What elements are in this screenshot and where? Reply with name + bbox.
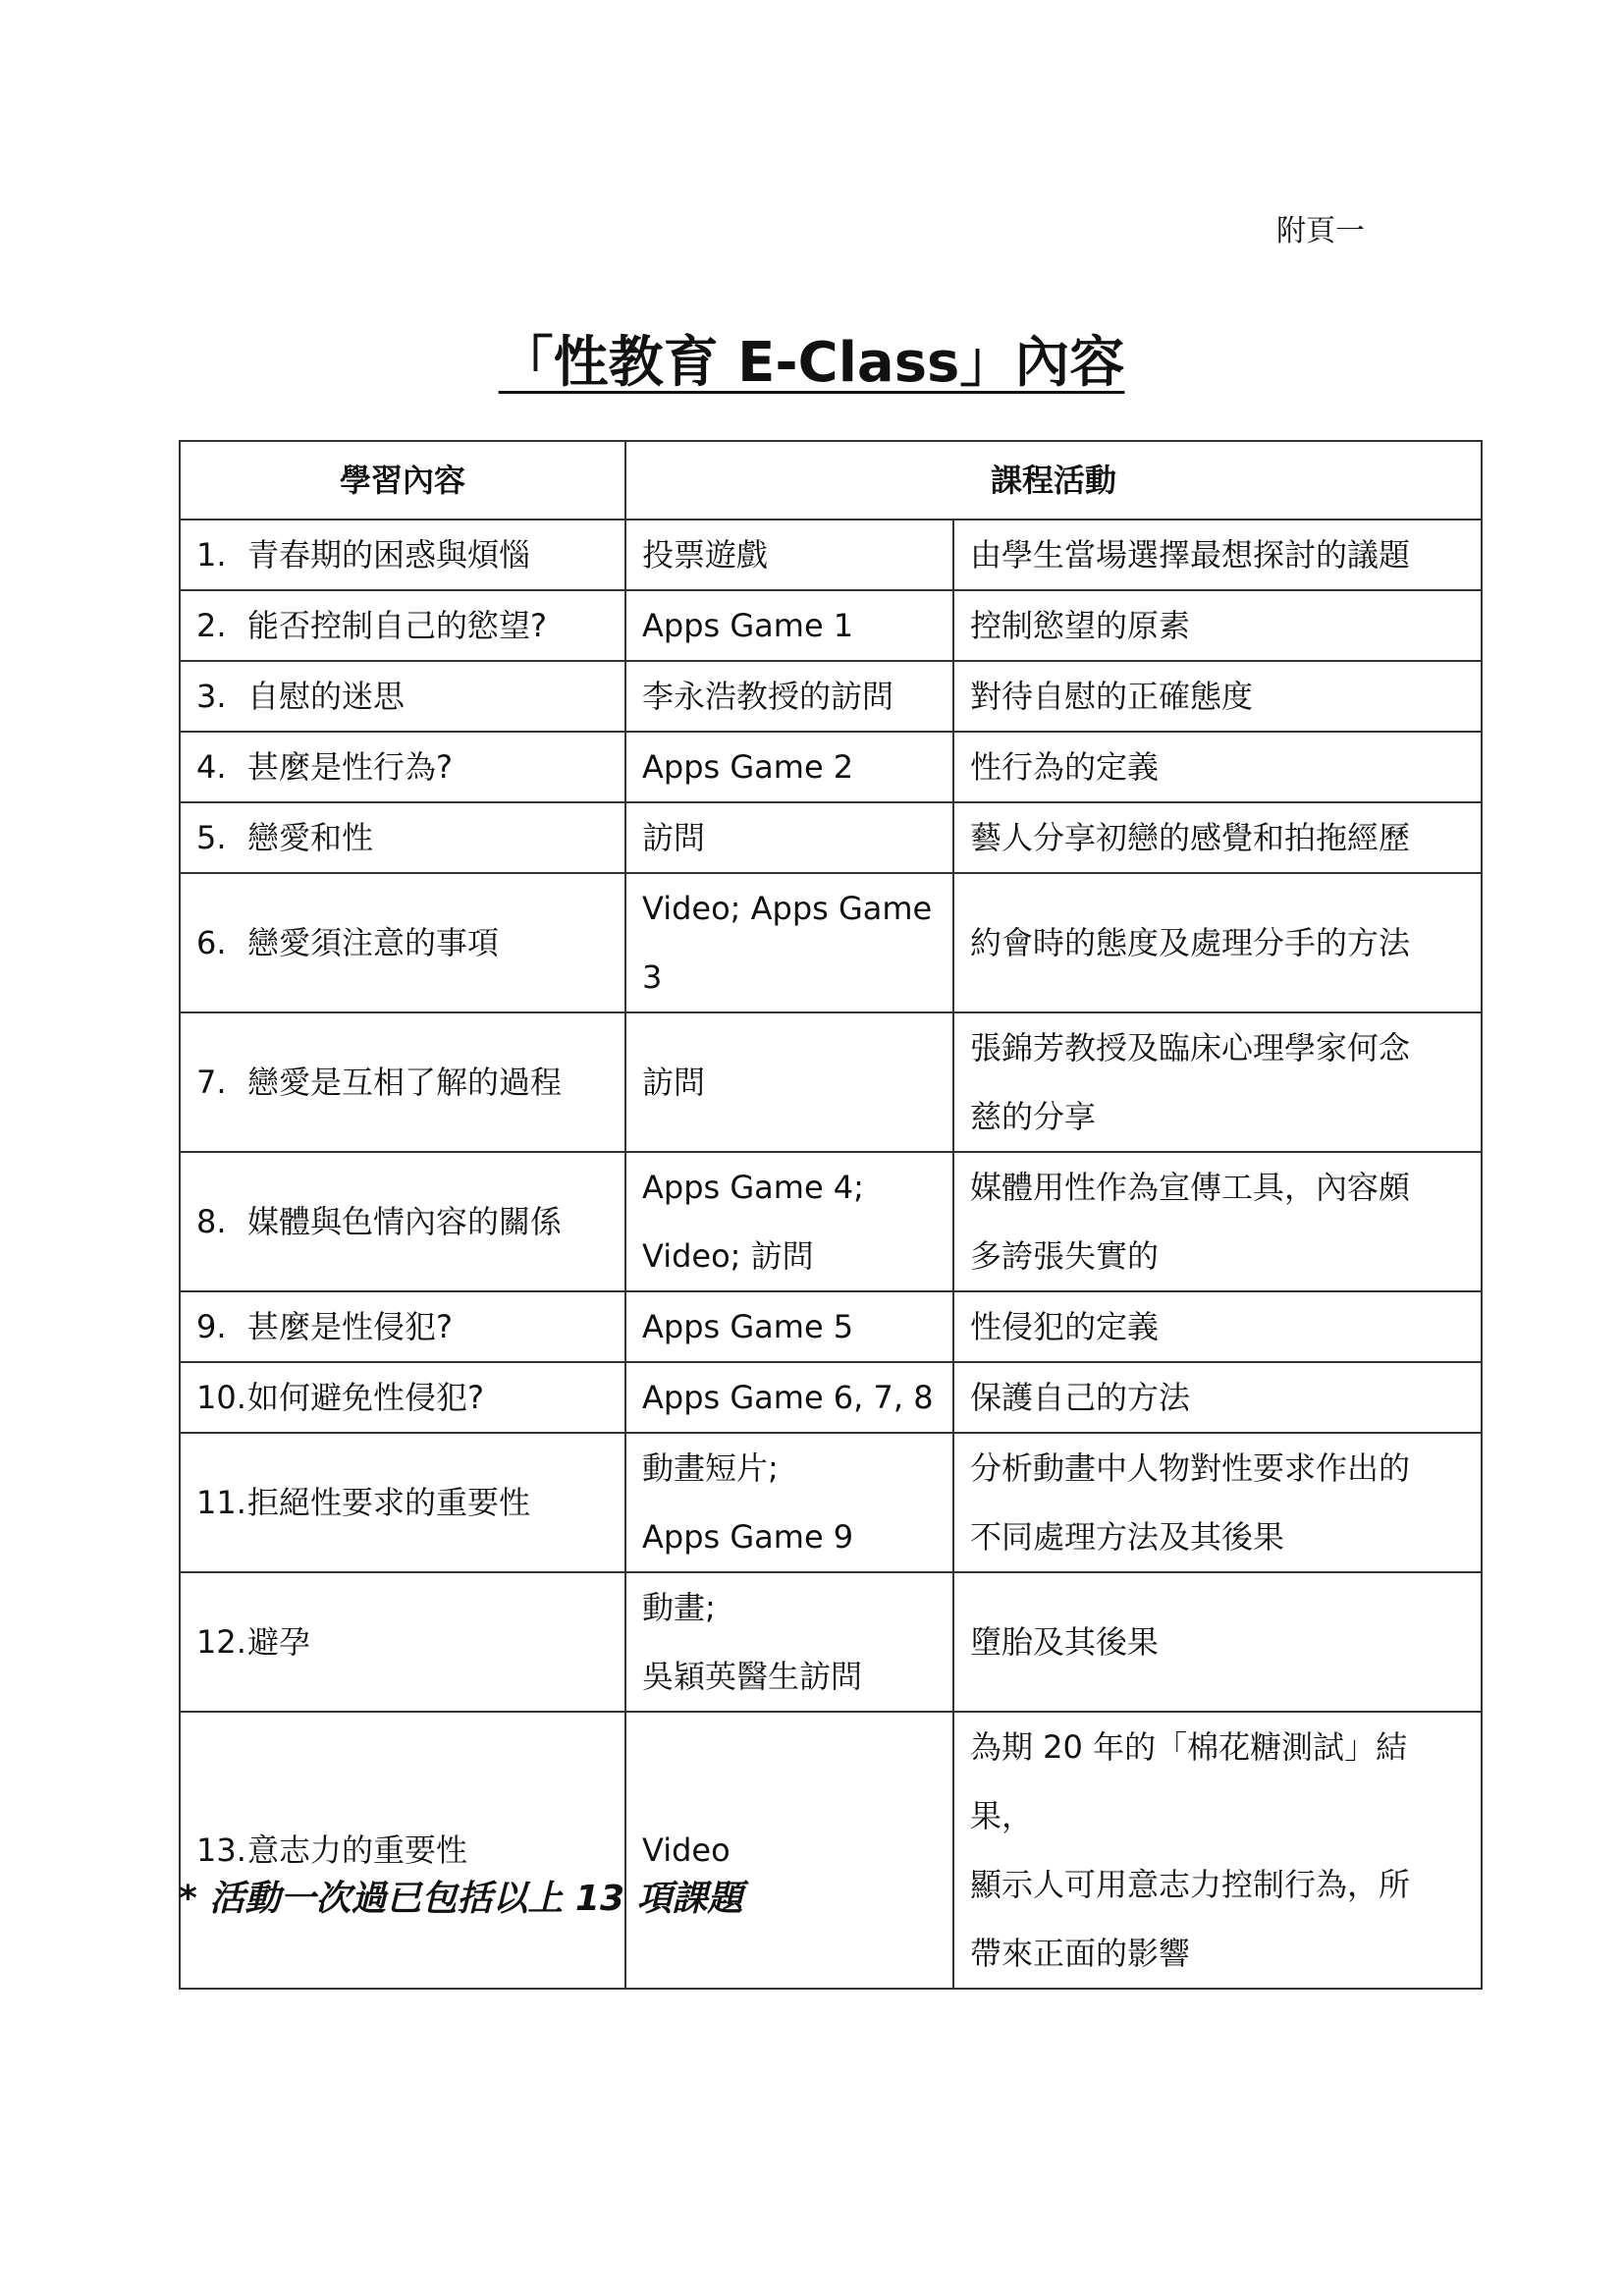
- table-row: [180, 802, 1482, 873]
- activity-cell-line: 吳穎英醫生訪問: [642, 1658, 863, 1695]
- topic-cell: [180, 590, 625, 661]
- table-row: [180, 519, 1482, 590]
- activity-cell-line: Video: [642, 1831, 730, 1869]
- topic-number: 4.: [196, 748, 227, 786]
- topic-cell: [180, 519, 625, 590]
- activity-cell: [625, 732, 953, 802]
- description-cell-line: 帶來正面的影響: [970, 1935, 1191, 1972]
- activity-cell: [625, 1291, 953, 1362]
- topic-text: 自慰的迷思: [247, 678, 406, 715]
- description-cell-line: 顯示人可用意志力控制行為，所: [970, 1866, 1411, 1903]
- topic-number: 2.: [196, 607, 227, 644]
- activity-cell-line: 動畫;: [642, 1589, 716, 1626]
- topic-text: 戀愛是互相了解的過程: [247, 1064, 563, 1101]
- activity-cell: [625, 1362, 953, 1433]
- topic-number: 1.: [196, 536, 227, 574]
- topic-cell: [180, 1152, 625, 1291]
- table-row: [180, 1012, 1482, 1152]
- description-cell: [953, 802, 1482, 873]
- table-row: [180, 1291, 1482, 1362]
- topic-number: 12.: [196, 1623, 246, 1661]
- description-cell: [953, 661, 1482, 732]
- activity-cell-line: 訪問: [642, 819, 706, 856]
- topic-text: 戀愛和性: [247, 819, 374, 856]
- activity-cell-line: 投票遊戲: [642, 536, 769, 574]
- topic-text: 拒絕性要求的重要性: [247, 1484, 531, 1521]
- table-row: [180, 1433, 1482, 1572]
- activity-cell: [625, 1572, 953, 1712]
- table-body: [180, 519, 1482, 1989]
- activity-cell: [625, 661, 953, 732]
- topic-text: 甚麼是性侵犯?: [247, 1308, 453, 1345]
- topic-cell: [180, 1291, 625, 1362]
- table-row: [180, 732, 1482, 802]
- table-header-row: [180, 441, 1482, 519]
- activity-cell: [625, 802, 953, 873]
- table-row: [180, 1362, 1482, 1433]
- appendix-label: 附頁一: [1276, 214, 1365, 248]
- topic-number: 6.: [196, 924, 227, 961]
- table-row: [180, 661, 1482, 732]
- description-cell-line: 控制慾望的原素: [970, 607, 1191, 644]
- description-cell-line: 張錦芳教授及臨床心理學家何念: [970, 1029, 1411, 1066]
- header-course-activity: 課程活動: [625, 441, 1482, 519]
- description-cell-line: 藝人分享初戀的感覺和拍拖經歷: [970, 819, 1411, 856]
- description-cell-line: 對待自慰的正確態度: [970, 678, 1254, 715]
- topic-number: 8.: [196, 1203, 227, 1240]
- topic-number: 11.: [196, 1484, 246, 1521]
- activity-cell: [625, 1152, 953, 1291]
- description-cell: [953, 519, 1482, 590]
- topic-number: 13.: [196, 1831, 246, 1869]
- topic-cell: [180, 661, 625, 732]
- topic-text: 甚麼是性行為?: [247, 748, 453, 786]
- topic-cell: [180, 732, 625, 802]
- description-cell-line: 不同處理方法及其後果: [970, 1518, 1285, 1556]
- description-cell-line: 性侵犯的定義: [970, 1308, 1160, 1345]
- description-cell: [953, 1572, 1482, 1712]
- topic-number: 5.: [196, 819, 227, 856]
- topic-text: 如何避免性侵犯?: [247, 1379, 484, 1416]
- footnote: * 活動一次過已包括以上 13 項課題: [179, 1879, 743, 1919]
- activity-cell-line: Video; 訪問: [642, 1237, 814, 1275]
- description-cell-line: 分析動畫中人物對性要求作出的: [970, 1449, 1411, 1487]
- table-row: [180, 873, 1482, 1012]
- table-row: [180, 590, 1482, 661]
- activity-cell-line: 李永浩教授的訪問: [642, 678, 894, 715]
- description-cell-line: 約會時的態度及處理分手的方法: [970, 924, 1411, 961]
- topic-text: 青春期的困惑與煩惱: [247, 536, 531, 574]
- course-content-table: [179, 440, 1483, 1990]
- activity-cell-line: Apps Game 6, 7, 8: [642, 1379, 934, 1416]
- topic-cell: [180, 1433, 625, 1572]
- description-cell-line: 墮胎及其後果: [970, 1623, 1160, 1661]
- activity-cell: [625, 1712, 953, 1989]
- activity-cell: [625, 873, 953, 1012]
- description-cell-line: 為期 20 年的「棉花糖測試」結果，: [970, 1728, 1408, 1834]
- topic-cell: [180, 873, 625, 1012]
- header-learning-content: 學習內容: [180, 441, 625, 519]
- activity-cell-line: Apps Game 5: [642, 1308, 854, 1345]
- topic-text: 戀愛須注意的事項: [247, 924, 500, 961]
- activity-cell: [625, 1433, 953, 1572]
- topic-number: 3.: [196, 678, 227, 715]
- topic-cell: [180, 1012, 625, 1152]
- activity-cell: [625, 519, 953, 590]
- topic-text: 避孕: [247, 1623, 311, 1661]
- activity-cell: [625, 1012, 953, 1152]
- description-cell-line: 性行為的定義: [970, 748, 1160, 786]
- activity-cell-line: Apps Game 1: [642, 607, 854, 644]
- page-title: 「性教育 E-Class」內容: [498, 331, 1125, 395]
- topic-text: 媒體與色情內容的關係: [247, 1203, 563, 1240]
- description-cell-line: 由學生當場選擇最想探討的議題: [970, 536, 1411, 574]
- description-cell: [953, 590, 1482, 661]
- activity-cell-line: Apps Game 4;: [642, 1169, 864, 1206]
- activity-cell: [625, 590, 953, 661]
- topic-cell: [180, 1572, 625, 1712]
- topic-number: 9.: [196, 1308, 227, 1345]
- topic-cell: [180, 802, 625, 873]
- activity-cell-line: 訪問: [642, 1064, 706, 1101]
- description-cell-line: 媒體用性作為宣傳工具，內容頗: [970, 1169, 1411, 1206]
- table-row: [180, 1152, 1482, 1291]
- description-cell-line: 多誇張失實的: [970, 1237, 1160, 1275]
- topic-cell: [180, 1362, 625, 1433]
- topic-text: 意志力的重要性: [247, 1831, 468, 1869]
- table-row: [180, 1572, 1482, 1712]
- description-cell: [953, 1012, 1482, 1152]
- topic-text: 能否控制自己的慾望?: [247, 607, 547, 644]
- description-cell: [953, 1152, 1482, 1291]
- activity-cell-line: 動畫短片;: [642, 1449, 779, 1487]
- topic-number: 10.: [196, 1379, 246, 1416]
- table-row: [180, 1712, 1482, 1989]
- description-cell: [953, 873, 1482, 1012]
- description-cell: [953, 1712, 1482, 1989]
- description-cell: [953, 1362, 1482, 1433]
- activity-cell-line: Video; Apps Game 3: [642, 890, 933, 996]
- topic-cell: [180, 1712, 625, 1989]
- description-cell-line: 保護自己的方法: [970, 1379, 1191, 1416]
- description-cell: [953, 732, 1482, 802]
- description-cell-line: 慈的分享: [970, 1098, 1097, 1135]
- activity-cell-line: Apps Game 2: [642, 748, 854, 786]
- activity-cell-line: Apps Game 9: [642, 1518, 854, 1556]
- description-cell: [953, 1291, 1482, 1362]
- topic-number: 7.: [196, 1064, 227, 1101]
- description-cell: [953, 1433, 1482, 1572]
